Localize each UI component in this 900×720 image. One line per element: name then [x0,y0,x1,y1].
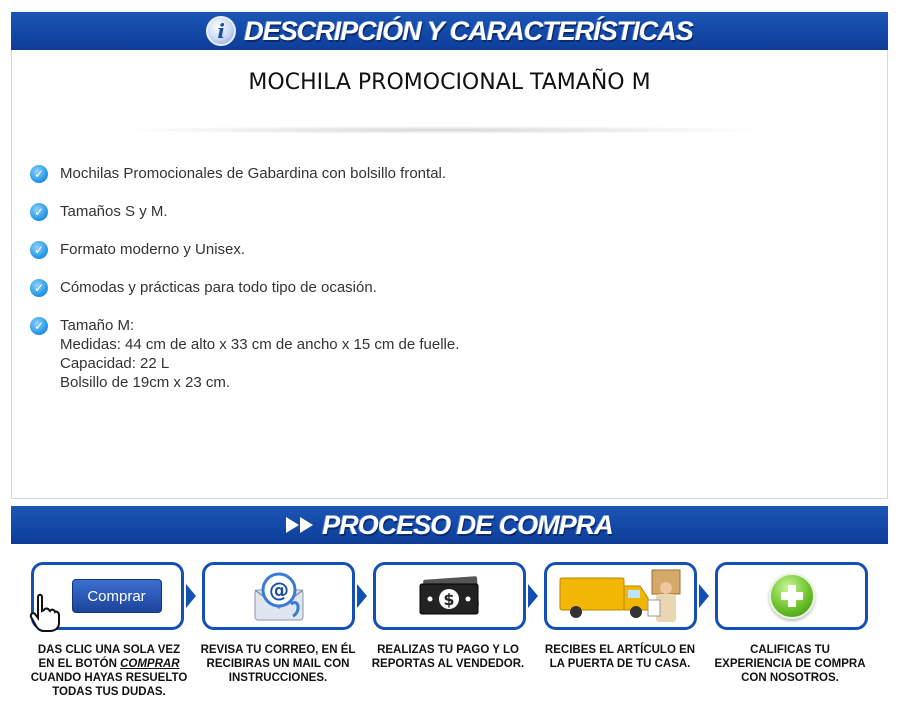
feature-line: Tamaño M: [60,317,135,334]
step-3-caption: REALIZAS TU PAGO Y LO REPORTAS AL VENDEDOR. [371,644,525,670]
svg-text:$: $ [442,590,455,609]
money-icon [418,576,482,616]
comprar-button[interactable]: Comprar [72,579,162,613]
info-icon: i [206,16,236,46]
check-icon: ✓ [30,279,48,297]
feature-item [30,240,459,259]
step-3-box [373,562,526,630]
feature-line: Mochilas Promocionales de Gabardina con bolsillo frontal. [60,165,447,182]
title-divider [112,126,772,134]
product-title: MOCHILA PROMOCIONAL TAMAÑO M [248,70,651,95]
description-panel [11,50,888,499]
step-1-box [31,562,184,630]
step-arrow-icon [357,584,367,608]
step-arrow-icon [528,584,538,608]
mail-icon [251,568,307,624]
check-icon: ✓ [30,241,48,259]
step-1-caption: DAS CLIC UNA SOLA VEZ EN EL BOTÓN COMPRAR CUANDO HAYAS RESUELTO TODAS TUS DUDAS. [30,644,188,698]
step-4-box [544,562,697,630]
feature-line: Formato moderno y Unisex. [60,241,246,258]
feature-line: Capacidad: 22 L [60,355,170,372]
check-icon: ✓ [30,165,48,183]
feature-line: Cómodas y prácticas para todo tipo de ocasión. [60,279,377,296]
feature-item [30,164,459,183]
process-banner [11,506,888,544]
step-5-caption: CALIFICAS TU EXPERIENCIA DE COMPRA CON NOSOTROS. [714,644,866,684]
feature-item [30,202,459,221]
step-arrow-icon [186,584,196,608]
feature-list [30,164,459,411]
hand-cursor-icon [28,593,62,633]
step-2-caption: REVISA TU CORREO, EN ÉL RECIBIRAS UN MAIL CON INSTRUCCIONES. [200,644,356,684]
feature-line: Bolsillo de 19cm x 23 cm. [60,374,231,391]
step-arrow-icon [699,584,709,608]
double-arrow-icon [286,517,314,533]
step-2-box [202,562,355,630]
step-5-box [715,562,868,630]
check-icon: ✓ [30,317,48,335]
process-banner-title: PROCESO DE COMPRA [322,509,613,540]
check-icon: ✓ [30,203,48,221]
svg-text:@: @ [268,578,289,602]
delivery-truck-icon [556,564,686,628]
description-banner-title: DESCRIPCIÓN Y CARACTERÍSTICAS [244,15,693,46]
feature-item [30,278,459,297]
process-steps [31,562,871,632]
description-banner [11,12,888,50]
comprar-emphasis: COMPRAR [120,658,180,670]
step-4-caption: RECIBES EL ARTÍCULO EN LA PUERTA DE TU CASA. [544,644,696,670]
plus-icon [769,573,815,619]
feature-line: Medidas: 44 cm de alto x 33 cm de ancho x 15 cm de fuelle. [60,336,460,353]
feature-item [30,316,459,392]
feature-line: Tamaños S y M. [60,203,168,220]
